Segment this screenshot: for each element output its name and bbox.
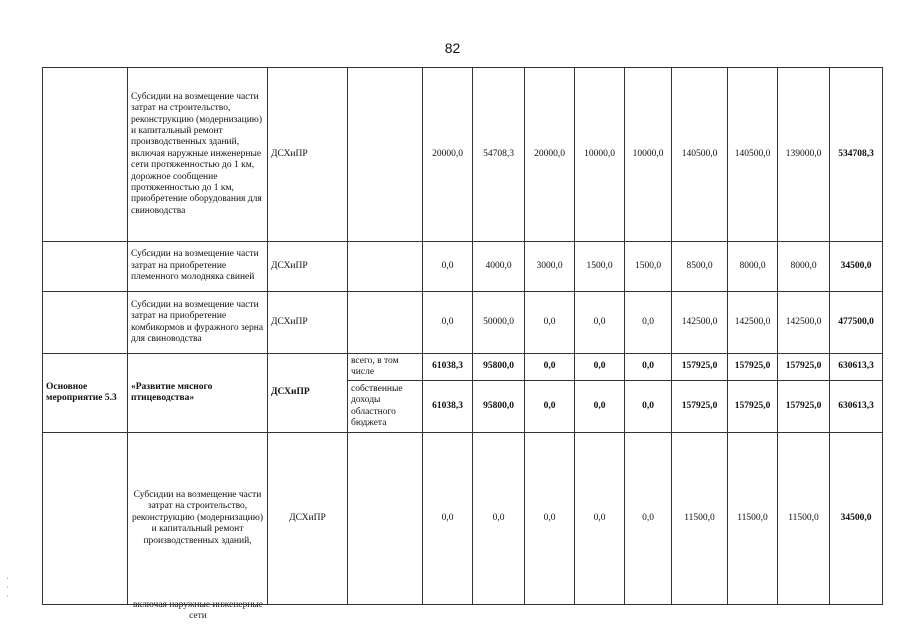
value-cell: 20000,0 <box>423 68 473 242</box>
value-cell: 11500,0 <box>728 433 778 605</box>
value-cell: 10000,0 <box>575 68 625 242</box>
value-cell: 61038,3 <box>423 381 473 433</box>
value-cell: 157925,0 <box>672 381 728 433</box>
value-cell: 157925,0 <box>778 381 830 433</box>
value-cell: 157925,0 <box>672 354 728 381</box>
source-cell <box>348 242 423 292</box>
value-cell: 142500,0 <box>728 292 778 354</box>
code-cell <box>43 292 128 354</box>
main-event-executor: ДСХиПР <box>268 354 348 433</box>
value-cell: 0,0 <box>525 381 575 433</box>
total-cell: 34500,0 <box>830 242 883 292</box>
value-cell: 0,0 <box>575 292 625 354</box>
value-cell: 0,0 <box>473 433 525 605</box>
description-cell: Субсидии на возмещение части затрат на приобретение комбикормов и фуражного зерна для свиноводства <box>128 292 268 354</box>
total-cell: 34500,0 <box>830 433 883 605</box>
value-cell: 8000,0 <box>778 242 830 292</box>
main-event-row <box>43 354 883 381</box>
total-cell: 630613,3 <box>830 381 883 433</box>
value-cell: 157925,0 <box>778 354 830 381</box>
description-cell: Субсидии на возмещение части затрат на строительство, реконструкцию (модернизацию) и капитальный ремонт производственных зданий, включая наружные инженерные сети протяженностью до 1 км, дорожное сообщение протяженностью до 1 км, приобретение оборудования для свиноводства <box>128 68 268 242</box>
code-cell <box>43 433 128 605</box>
value-cell: 0,0 <box>575 381 625 433</box>
source-cell <box>348 68 423 242</box>
main-event-name: «Развитие мясного птицеводства» <box>128 354 268 433</box>
main-event-code: Основное мероприятие 5.3 <box>43 354 128 433</box>
total-cell: 477500,0 <box>830 292 883 354</box>
value-cell: 140500,0 <box>672 68 728 242</box>
value-cell: 0,0 <box>525 292 575 354</box>
source-cell <box>348 292 423 354</box>
value-cell: 1500,0 <box>625 242 672 292</box>
value-cell: 0,0 <box>625 381 672 433</box>
value-cell: 157925,0 <box>728 354 778 381</box>
description-continuation: включая наружные инженерные сети <box>132 600 264 622</box>
source-label: собственные доходы областного бюджета <box>348 381 423 433</box>
value-cell: 0,0 <box>625 354 672 381</box>
executor-cell: ДСХиПР <box>268 292 348 354</box>
value-cell: 95800,0 <box>473 381 525 433</box>
table-row <box>43 68 883 242</box>
value-cell: 0,0 <box>625 433 672 605</box>
value-cell: 0,0 <box>423 433 473 605</box>
value-cell: 20000,0 <box>525 68 575 242</box>
executor-cell: ДСХиПР <box>268 433 348 605</box>
value-cell: 50000,0 <box>473 292 525 354</box>
executor-cell: ДСХиПР <box>268 68 348 242</box>
value-cell: 142500,0 <box>672 292 728 354</box>
value-cell: 0,0 <box>525 354 575 381</box>
value-cell: 0,0 <box>525 433 575 605</box>
value-cell: 0,0 <box>575 354 625 381</box>
budget-table <box>42 67 883 605</box>
code-cell <box>43 68 128 242</box>
source-label: всего, в том числе <box>348 354 423 381</box>
page-number: 82 <box>444 40 461 56</box>
description-cell: Субсидии на возмещение части затрат на строительство, реконструкцию (модернизацию) и капитальный ремонт производственных зданий, <box>128 433 268 605</box>
description-cell: Субсидии на возмещение части затрат на приобретение племенного молодняка свиней <box>128 242 268 292</box>
value-cell: 142500,0 <box>778 292 830 354</box>
value-cell: 0,0 <box>625 292 672 354</box>
scan-margin-marks: · · · <box>6 574 9 601</box>
total-cell: 534708,3 <box>830 68 883 242</box>
value-cell: 0,0 <box>423 292 473 354</box>
value-cell: 8500,0 <box>672 242 728 292</box>
value-cell: 54708,3 <box>473 68 525 242</box>
table-row <box>43 292 883 354</box>
total-cell: 630613,3 <box>830 354 883 381</box>
value-cell: 3000,0 <box>525 242 575 292</box>
value-cell: 4000,0 <box>473 242 525 292</box>
executor-cell: ДСХиПР <box>268 242 348 292</box>
code-cell <box>43 242 128 292</box>
value-cell: 157925,0 <box>728 381 778 433</box>
value-cell: 61038,3 <box>423 354 473 381</box>
value-cell: 1500,0 <box>575 242 625 292</box>
value-cell: 0,0 <box>423 242 473 292</box>
value-cell: 11500,0 <box>672 433 728 605</box>
value-cell: 140500,0 <box>728 68 778 242</box>
value-cell: 139000,0 <box>778 68 830 242</box>
value-cell: 10000,0 <box>625 68 672 242</box>
value-cell: 8000,0 <box>728 242 778 292</box>
table-row <box>43 433 883 605</box>
value-cell: 95800,0 <box>473 354 525 381</box>
value-cell: 0,0 <box>575 433 625 605</box>
source-cell <box>348 433 423 605</box>
table-row <box>43 242 883 292</box>
value-cell: 11500,0 <box>778 433 830 605</box>
